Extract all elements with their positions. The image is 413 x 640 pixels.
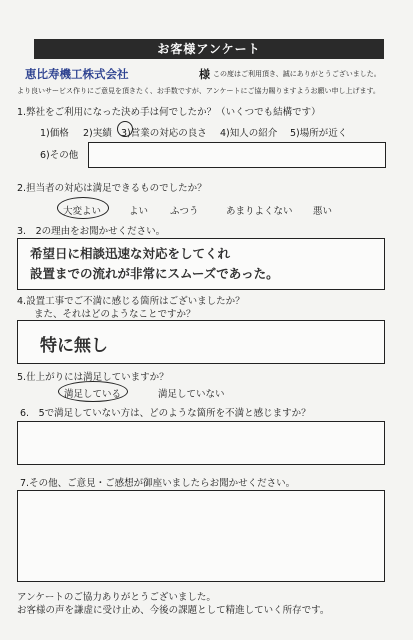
footer-thanks: アンケートのご協力ありがとうございました。 [17,592,216,603]
q5-question: 5.仕上がりには満足していますか？ [17,372,169,383]
q4-answer: 特に無し [40,336,108,356]
footer-commitment: お客様の声を謙虚に受け止め、今後の課題として精進していく所存です。 [17,605,330,616]
q1-option-nearby[interactable]: 5)場所が近く [290,128,348,139]
q2-option-very-good[interactable]: 大変よい [63,206,102,217]
intro-text: より良いサービス作りにご意見を頂きたく、お手数ですが、アンケートにご協力賜りますようお願い申し上げます。 [17,87,380,95]
q7-answer-box[interactable] [17,490,385,582]
q2-selection-circle [57,197,109,219]
q3-answer-line-2: 設置までの流れが非常にスムーズであった。 [30,266,279,281]
q1-option-referral[interactable]: 4)知人の紹介 [220,128,278,139]
q1-option-other: 6)その他 [40,150,79,161]
company-name: 恵比寿機工株式会社 [25,67,129,81]
q2-question: 2.担当者の対応は満足できるものでしたか？ [17,183,207,194]
q2-option-average[interactable]: ふつう [170,206,199,217]
q6-question: 6. 5で満足していない方は、どのような箇所を不満と感じますか？ [20,408,311,419]
q1-question: 1.弊社をご利用になった決め手は何でしたか？（いくつでも結構です） [17,107,321,118]
q1-option-price[interactable]: 1)価格 [40,128,69,139]
q1-other-field[interactable] [88,142,386,168]
q4-question-sub: また、それはどのようなことですか？ [34,309,196,320]
thanks-text: この度はご利用頂き、誠にありがとうございました。 [213,70,381,78]
q1-option-sales-response[interactable]: 3)営業の対応の良さ [121,128,207,139]
q2-option-good[interactable]: よい [129,206,149,217]
q6-answer-box[interactable] [17,421,385,465]
q4-question: 4.設置工事でご不満に感じる箇所はございましたか？ [17,296,245,307]
q1-selection-circle [117,121,133,137]
q2-option-not-good[interactable]: あまりよくない [226,206,293,217]
q3-question: 3. 2の理由をお聞かせください。 [17,226,166,237]
q2-option-bad[interactable]: 悪い [313,206,333,217]
survey-title: お客様アンケート [34,39,384,59]
q3-answer-line-1: 希望日に相談迅速な対応をしてくれ [30,246,231,261]
q5-option-not-satisfied[interactable]: 満足していない [158,389,225,400]
q1-option-track-record[interactable]: 2)実績 [83,128,112,139]
honorific: 様 [199,68,210,81]
q7-question: 7.その他、ご意見・ご感想が御座いましたらお聞かせください。 [20,478,296,489]
q5-option-satisfied[interactable]: 満足している [64,389,122,400]
q5-selection-circle [58,381,128,402]
